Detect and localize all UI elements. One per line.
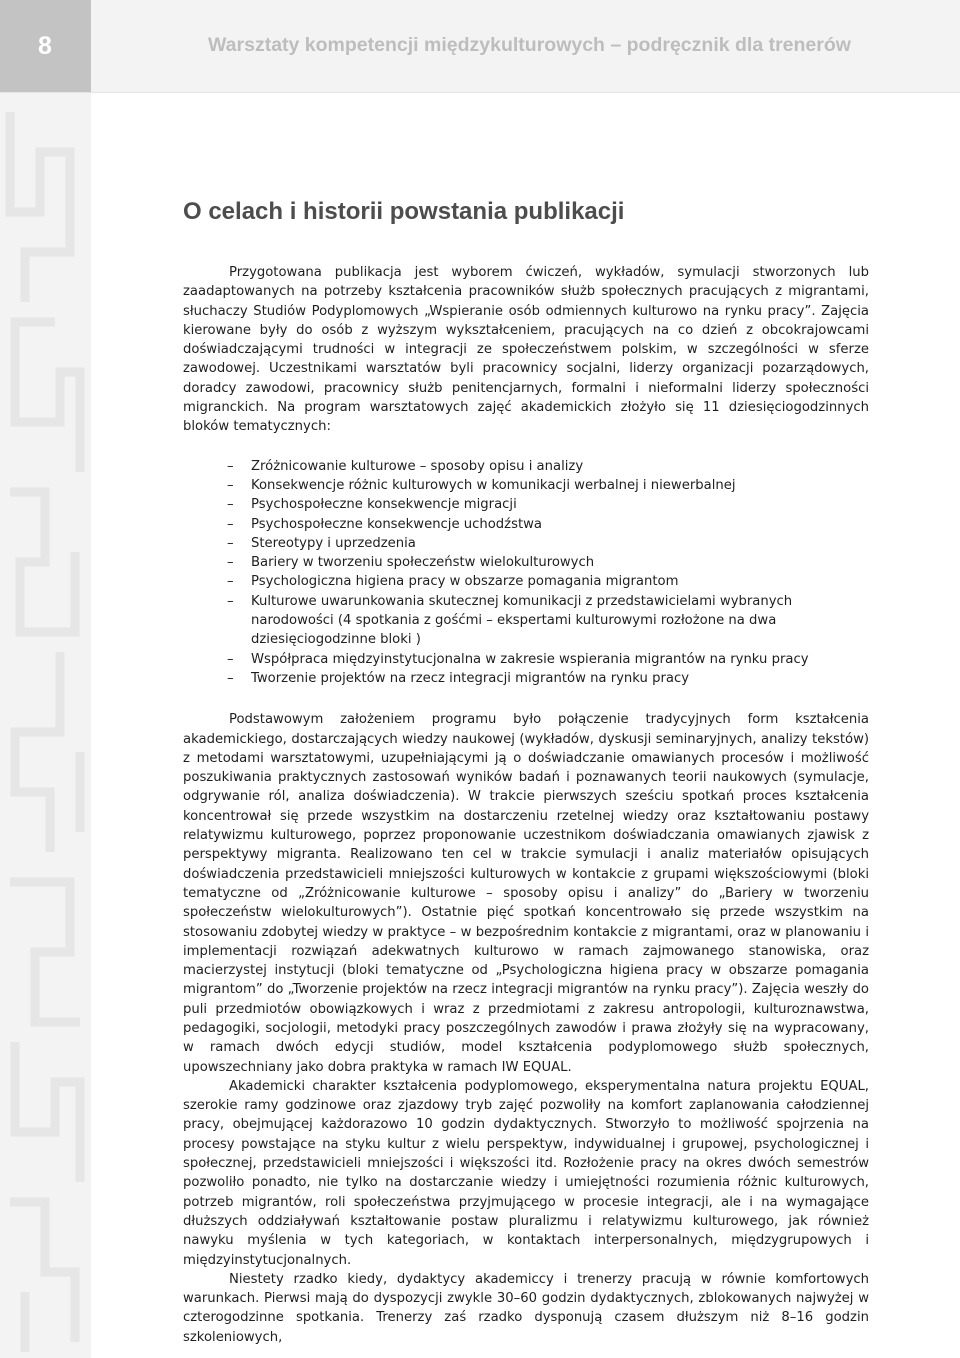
list-dash: – [227,593,234,609]
list-dash: – [227,516,234,532]
list-item [227,476,869,495]
list-item [227,650,869,669]
list-item [227,669,869,688]
body-paragraph: Niestety rzadko kiedy, dydaktycy akademiccy i trenerzy pracują w równie komfortowych warunkach. Pierwsi mają do dyspozycji zwykle 30–60 godzin dydaktycznych, zblokowanych najwyżej w czterogodzinne spotkania. Trenerzy zaś rzadko dysponują czasem dłuższym niż 8–16 godzin szkoleniowych, [183,1271,869,1345]
list-item-text: Stereotypy i uprzedzenia [251,535,416,551]
running-title: Warsztaty kompetencji międzykulturowych – podręcznik dla trenerów [208,34,851,56]
list-item [227,553,869,572]
intro-paragraph: Przygotowana publikacja jest wyborem ćwiczeń, wykładów, symulacji stworzonych lub zaadaptowanych na potrzeby kształcenia pracowników służb społecznych pracujących z migrantami, słuchaczy Studiów Podyplomowych „Wspieranie osób odmiennych kulturowo na rynku pracy”. Zajęcia kierowane były do osób z wyższym wykształceniem, pracujących na co dzień z obcokrajowcami doświadczającymi trudności w integracji ze społeczeństwem polskim, w szczególności w sferze zawodowej. Uczestnikami warsztatów byli pracownicy socjalni, liderzy organizacji pozarządowych, doradcy zawodowi, pracownicy służb penitencjarnych, formalni i nieformalni liderzy społeczności migranckich. Na program warsztatowych zajęć akademickich złożyło się 11 dziesięciogodzinnych bloków tematycznych: [183,265,869,435]
side-decorative-strip [0,0,91,1358]
list-item [227,495,869,514]
list-dash: – [227,670,234,686]
list-dash: – [227,497,234,513]
section-heading: O celach i historii powstania publikacji [183,198,625,225]
list-item-text: Konsekwencje różnic kulturowych w komunikacji werbalnej i niewerbalnej [251,477,736,493]
list-item-text: Zróżnicowanie kulturowe – sposoby opisu i analizy [251,458,584,474]
topic-list [183,457,869,689]
list-dash: – [227,574,234,590]
maze-pattern-decoration [0,92,91,1358]
body-paragraph: Akademicki charakter kształcenia podyplomowego, eksperymentalna natura projektu EQUAL, szerokie ramy godzinowe oraz zjazdowy tryb zajęć pozwoliły na komfort zaplanowania całodziennej pracy, obejmującej każdorazowo 10 godzin dydaktycznych. Stworzyło to możliwość spojrzenia na procesy powstające na styku kultur z wielu perspektyw, indywidualnej i grupowej, psychologicznej i społecznej, przedstawicieli mniejszości i większości itd. Rozłożenie pracy na okres dwóch semestrów pozwoliło ponadto, nie tylko na dostarczanie wiedzy i umiejętności rozumienia różnic kulturowych, potrzeb migrantów, roli społeczeństwa przyjmującego w procesie integracji, ale i na wymagające dłuższych oddziaływań kształtowanie postaw pluralizmu i relatywizmu kulturowego, jak również nawyku myślenia w tych kategoriach, w kontaktach interpersonalnych, międzygrupowych i międzyinstytucjonalnych. [183,1078,869,1268]
list-item-text: Psychospołeczne konsekwencje migracji [251,497,517,513]
list-item-text: Psychologiczna higiena pracy w obszarze pomagania migrantom [251,574,679,590]
list-item [227,534,869,553]
list-item-text: Tworzenie projektów na rzecz integracji migrantów na rynku pracy [251,670,689,686]
list-item-text: Współpraca międzyinstytucjonalna w zakresie wspierania migrantów na rynku pracy [251,651,809,667]
body-paragraph: Podstawowym założeniem programu było połączenie tradycyjnych form kształcenia akademickiego, dostarczających wiedzy naukowej (wykładów, dyskusji seminaryjnych, analizy tekstów) z metodami warsztatowymi, uzupełniającymi ją o doświadczanie omawianych procesów i możliwość poszukiwania praktycznych zastosowań wyników badań i poznawanych teorii naukowych (symulacje, odgrywanie ról, analiza doświadczenia). W trakcie pierwszych sześciu spotkań proces kształcenia koncentrował się przede wszystkim na dostarczeniu rzetelnej wiedzy oraz kształtowaniu postawy relatywizmu kulturowego, poprzez proponowanie uczestnikom doświadczania omawianych zjawisk z perspektywy migranta. Realizowano ten cel w trakcie symulacji i analiz materiałów opisujących doświadczenia przedstawicieli mniejszości kulturowych w kontakcie z grupami większościowymi (bloki tematyczne od „Zróżnicowanie kulturowe – sposoby opisu i analizy” do „Bariery w tworzeniu społeczeństw wielokulturowych”). Ostatnie pięć spotkań koncentrowało się przede wszystkim na stosowaniu zdobytej wiedzy w praktyce – w bezpośrednim kontakcie z migrantami, oraz w planowaniu i implementacji rozwiązań adekwatnych kulturowo w ramach zajmowanego stanowiska, oraz macierzystej instytucji (bloki tematyczne od „Psychologiczna higiena pracy w obszarze pomagania migrantom” do „Tworzenie projektów na rzecz integracji migrantów na rynku pracy”). Zajęcia weszły do puli przedmiotów obowiązkowych i wraz z przedmiotami z zakresu antropologii, kulturoznawstwa, pedagogiki, socjologii, metodyki pracy poszczególnych zawodów i prawa złożyły się na wypracowany, w ramach dwóch edycji studiów, model kształcenia podyplomowego służb społecznych, upowszechniany jako dobra praktyka w ramach IW EQUAL. [183,712,869,1075]
list-item-text: Kulturowe uwarunkowania skutecznej komunikacji z przedstawicielami wybranych narodowości (4 spotkania z gośćmi – ekspertami kulturowymi rozłożone na dwa dziesięciogodzinne bloki ) [251,593,793,648]
page-header [0,0,960,93]
list-dash: – [227,535,234,551]
list-dash: – [227,458,234,474]
list-item [227,457,869,476]
list-item-text: Psychospołeczne konsekwencje uchodźstwa [251,516,543,532]
list-dash: – [227,477,234,493]
page-number: 8 [38,32,52,60]
list-item [227,572,869,591]
list-item-text: Bariery w tworzeniu społeczeństw wielokulturowych [251,555,595,571]
list-item [227,592,869,650]
list-dash: – [227,651,234,667]
page-number-box [0,0,91,92]
list-dash: – [227,555,234,571]
main-content [183,263,869,1347]
list-item [227,515,869,534]
